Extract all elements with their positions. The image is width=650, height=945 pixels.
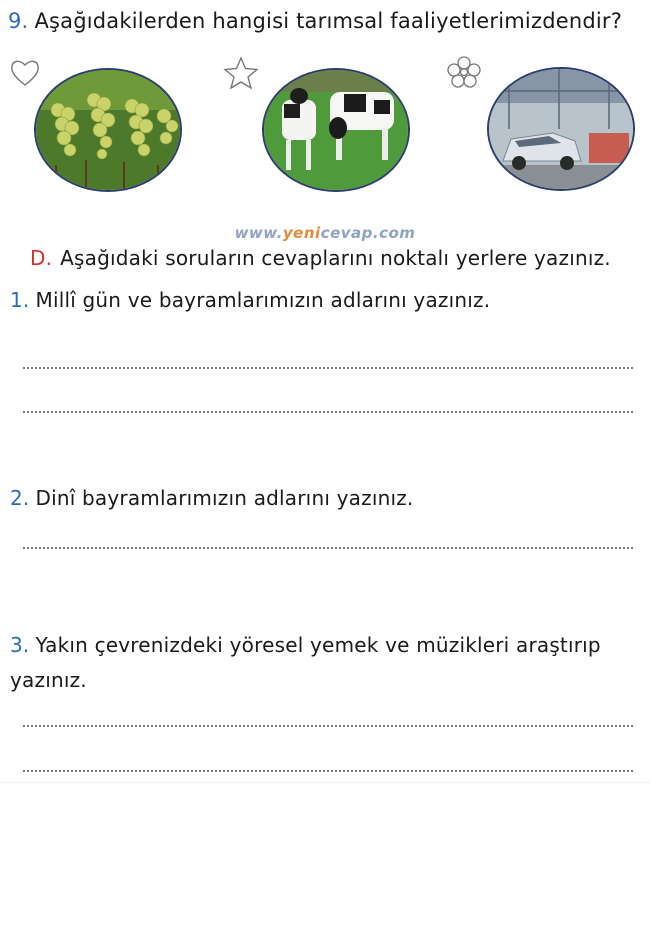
watermark (0, 224, 650, 242)
question-9 (8, 9, 622, 33)
answer-line-2[interactable] (22, 547, 634, 549)
answer-line-3b[interactable] (22, 770, 634, 772)
section-d-instruction: Aşağıdaki soruların cevaplarını noktalı yerlere yazınız. (60, 246, 611, 270)
question-2 (10, 486, 413, 510)
question-3-line-1 (10, 633, 601, 657)
factory-illustration (489, 69, 635, 191)
question-3-text: Yakın çevrenizdeki yöresel yemek ve müzikleri araştırıp (35, 633, 601, 657)
answer-line-1a[interactable] (22, 367, 634, 369)
question-1-text: Millî gün ve bayramlarımızın adlarını yazınız. (35, 288, 491, 312)
cows-illustration (264, 70, 410, 192)
watermark-suffix: cevap.com (320, 224, 416, 242)
question-9-number: 9. (8, 9, 29, 33)
star-icon[interactable] (222, 55, 260, 91)
question-9-text: Aşağıdakilerden hangisi tarımsal faaliyetlerimizdendir? (34, 9, 623, 33)
section-d-letter: D. (30, 246, 53, 270)
flower-icon[interactable] (445, 55, 483, 89)
question-3-text-cont: yazınız. (10, 668, 87, 692)
grapes-vineyard-photo (34, 68, 182, 192)
answer-line-3a[interactable] (22, 725, 634, 727)
watermark-brand: yeni (282, 224, 321, 242)
grapes-illustration (36, 70, 182, 192)
question-1-number: 1. (10, 288, 30, 312)
question-1 (10, 288, 490, 312)
question-3-line-2 (10, 668, 87, 692)
watermark-prefix: www. (234, 224, 283, 242)
heart-icon[interactable] (9, 58, 41, 88)
question-3-number: 3. (10, 633, 30, 657)
car-factory-photo (487, 67, 635, 191)
page-divider (0, 782, 650, 783)
section-d-heading (30, 246, 611, 270)
question-2-text: Dinî bayramlarımızın adlarını yazınız. (35, 486, 414, 510)
answer-line-1b[interactable] (22, 411, 634, 413)
question-2-number: 2. (10, 486, 30, 510)
dairy-cows-pasture-photo (262, 68, 410, 192)
